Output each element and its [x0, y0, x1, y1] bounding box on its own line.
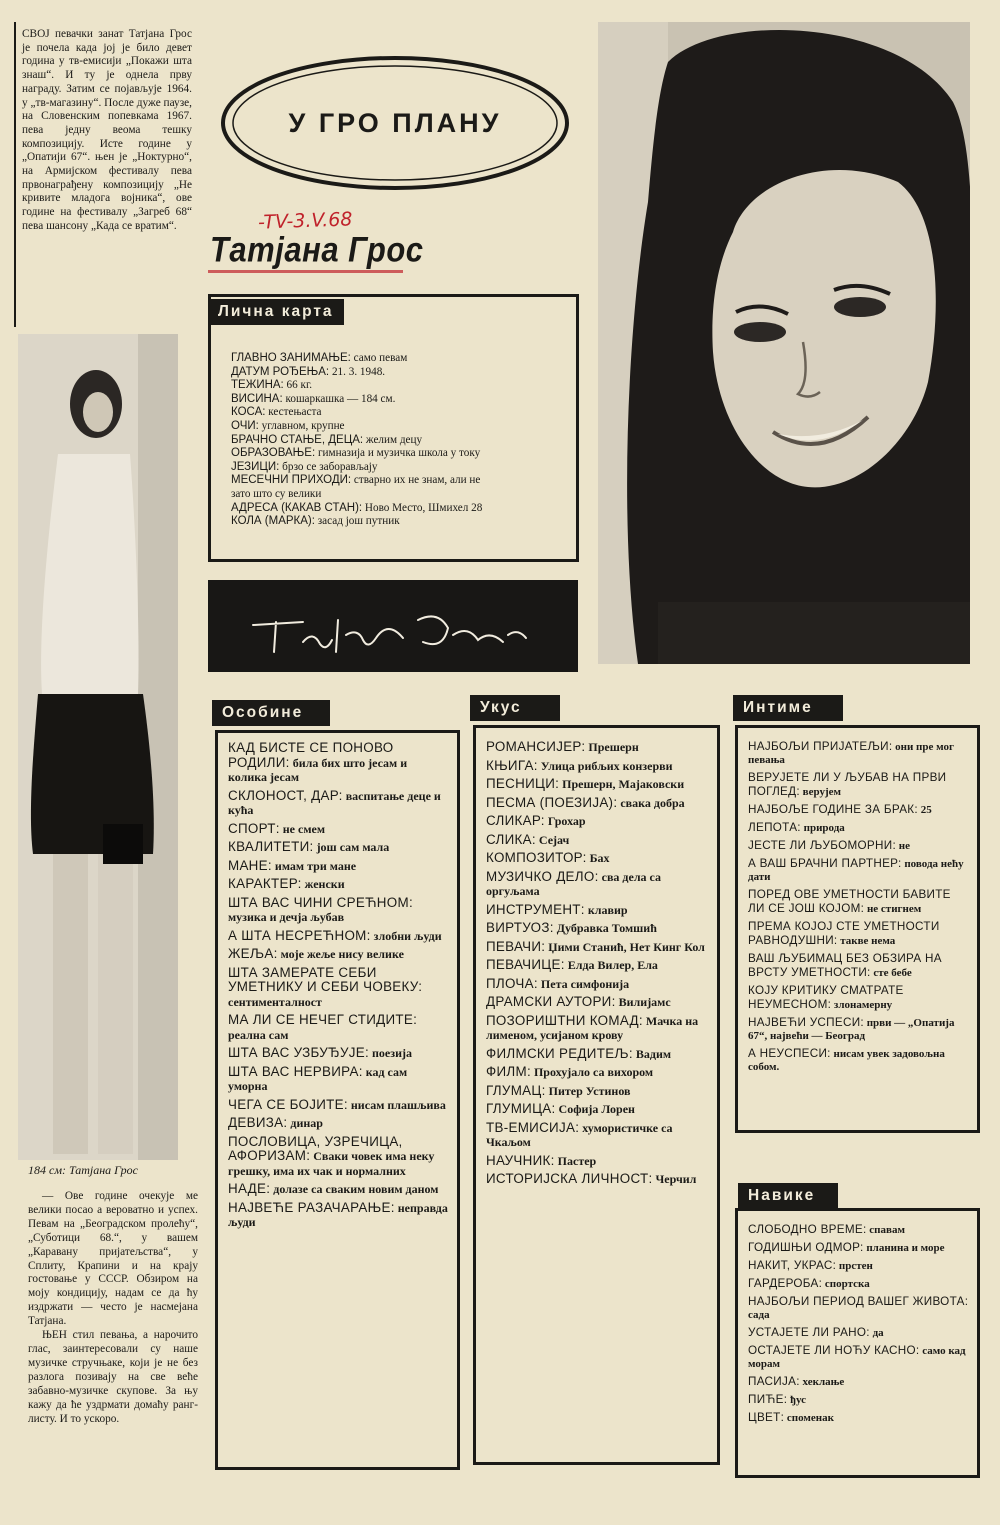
trait-item-value: Сваки човек има неку грешку, има их чак и нормалних [228, 1149, 435, 1178]
id-card-row [231, 420, 566, 434]
intimate-item-key: ПРЕМА КОЈОЈ СТЕ УМЕТНОСТИ РАВНОДУШНИ: [748, 920, 940, 947]
id-card-value: желим децу [365, 433, 423, 446]
trait-item-value: имам три мане [274, 858, 357, 873]
intimate-item-key: КОЈУ КРИТИКУ СМАТРАТЕ НЕУМЕСНОМ: [748, 984, 904, 1011]
habit-item [748, 1259, 969, 1273]
intimate-item-key: А ВАШ БРАЧНИ ПАРТНЕР: [748, 857, 902, 870]
intimate-item [748, 1047, 969, 1074]
trait-item [228, 1098, 449, 1113]
traits-heading: Особине [212, 700, 330, 726]
id-card-row [231, 502, 566, 516]
id-card-value: кошаркашка — 184 см. [285, 392, 396, 405]
habit-item-key: НАКИТ, УКРАС: [748, 1259, 837, 1272]
trait-item [228, 859, 449, 874]
id-card-value: стварно их не знам, али не [353, 474, 481, 487]
habit-item-key: ПАСИЈА: [748, 1375, 800, 1388]
trait-item [228, 1116, 449, 1131]
trait-item-key: ПОСЛОВИЦА, УЗРЕЧИЦА, АФОРИЗАМ: [228, 1133, 403, 1163]
id-card-row [231, 393, 566, 407]
taste-item [486, 1154, 709, 1169]
id-card-row [231, 434, 566, 448]
id-card-row [231, 379, 566, 393]
intimate-item [748, 821, 969, 835]
intimate-item-key: ВАШ ЉУБИМАЦ БЕЗ ОБЗИРА НА ВРСТУ УМЕТНОСТИ: [748, 952, 942, 979]
taste-item [486, 903, 709, 918]
intimate-item-key: ЈЕСТЕ ЛИ ЉУБОМОРНИ: [748, 839, 897, 852]
id-card-key: ТЕЖИНА: [231, 379, 284, 392]
habit-item-key: УСТАЈЕТЕ ЛИ РАНО: [748, 1326, 870, 1339]
habit-item-key: ЦВЕТ: [748, 1411, 785, 1424]
id-card-box [208, 294, 579, 562]
intimate-item [748, 888, 969, 916]
intimate-item-value: не [898, 840, 910, 852]
id-card-row [231, 474, 566, 488]
taste-item-value: сва дела са оргуљама [486, 869, 662, 898]
intimate-item-value: верујем [802, 786, 841, 798]
intimate-item-key: НАЈБОЉЕ ГОДИНЕ ЗА БРАК: [748, 803, 918, 816]
habit-item [748, 1393, 969, 1407]
trait-item-key: ШТА ВАС ЧИНИ СРЕЋНОМ: [228, 894, 413, 910]
id-card-row [231, 488, 566, 502]
traits-box [215, 730, 460, 1470]
habit-item-key: СЛОБОДНО ВРЕМЕ: [748, 1223, 867, 1236]
trait-item [228, 1201, 449, 1230]
trait-item-key: МА ЛИ СЕ НЕЧЕГ СТИДИТЕ: [228, 1012, 418, 1027]
trait-item-key: КВАЛИТЕТИ: [228, 839, 314, 854]
trait-item-key: ЧЕГА СЕ БОЈИТЕ: [228, 1096, 348, 1112]
intimate-item-value: не стигнем [866, 903, 922, 915]
intimate-item [748, 803, 969, 817]
habit-item-key: ГОДИШЊИ ОДМОР: [748, 1241, 864, 1254]
id-card-key: КОСА: [231, 406, 266, 419]
taste-item [486, 940, 709, 955]
id-card-value: Ново Место, Шмихел 28 [364, 501, 483, 514]
intimate-item [748, 839, 969, 853]
taste-item-key: ВИРТУОЗ: [486, 920, 554, 935]
trait-item [228, 1182, 449, 1197]
photo-caption: 184 см: Татјана Грос [28, 1163, 138, 1177]
taste-box [473, 725, 720, 1465]
habit-item-key: НАЈБОЉИ ПЕРИОД ВАШЕГ ЖИВОТА: [748, 1295, 969, 1308]
trait-item-value: васпитање деце и кућа [228, 788, 441, 817]
trait-item-value: реална сам [228, 1027, 289, 1042]
trait-item-value: долазе са сваким новим даном [273, 1182, 439, 1196]
trait-item-value: сентименталност [228, 994, 322, 1009]
taste-item-value: Пастер [557, 1153, 597, 1168]
bottom-paragraph: ЊЕН стил певања, а нарочито глас, заинтересовали су наше музичке стручњаке, који је не без разлога позивају на све веће забавно-музичке скупове. За њу кажу да ће уздрмати домаћу ранг-листу. И то ускоро. [28, 1329, 198, 1425]
taste-item-key: ПЛОЧА: [486, 975, 538, 991]
id-card-value: углавном, крупне [261, 419, 345, 432]
taste-item-value: Софија Лорен [558, 1102, 635, 1116]
section-title: У ГРО ПЛАНУ [288, 107, 502, 138]
taste-item-key: МУЗИЧКО ДЕЛО: [486, 868, 599, 884]
taste-item-value: Сејач [538, 832, 570, 847]
portrait-photo [598, 22, 970, 664]
taste-item-key: ФИЛМСКИ РЕДИТЕЉ: [486, 1045, 633, 1061]
id-card-row [231, 406, 566, 420]
id-card-value: 21. 3. 1948. [331, 365, 386, 378]
habits-heading: Навике [738, 1183, 838, 1209]
id-card-value: кестењаста [268, 406, 322, 419]
habit-item-value: спавам [869, 1224, 905, 1236]
intimate-item [748, 920, 969, 948]
taste-item-value: хумористичке са Чкаљом [486, 1120, 673, 1149]
trait-item-key: А ШТА НЕСРЕЋНОМ: [228, 927, 371, 943]
intimate-item-key: А НЕУСПЕСИ: [748, 1047, 831, 1060]
taste-item-value: Питер Устинов [548, 1083, 631, 1098]
trait-item-key: ДЕВИЗА: [228, 1115, 288, 1130]
intimate-list [748, 740, 969, 1078]
signature-panel [208, 580, 578, 672]
taste-item [486, 1014, 709, 1043]
intimate-item-value: такве нема [840, 935, 896, 947]
intimate-item [748, 740, 969, 767]
taste-item [486, 1084, 709, 1099]
taste-item-value: Прешерн, Мајаковски [562, 777, 685, 791]
id-card-key: ОБРАЗОВАЊЕ: [231, 447, 316, 460]
habit-item-value: споменак [786, 1412, 834, 1424]
taste-item-key: КЊИГА: [486, 757, 538, 773]
id-card-value: зато што су велики [231, 487, 322, 500]
id-card-row [231, 461, 566, 475]
traits-list [228, 741, 449, 1234]
habit-item [748, 1375, 969, 1389]
trait-item-key: КАД БИСТЕ СЕ ПОНОВО РОДИЛИ: [228, 740, 394, 770]
taste-item-key: ФИЛМ: [486, 1064, 531, 1079]
intimate-item-value: 25 [920, 804, 932, 816]
habit-item-value: сада [748, 1309, 770, 1321]
id-card-list [231, 352, 566, 529]
taste-item-key: НАУЧНИК: [486, 1152, 555, 1168]
taste-item [486, 777, 709, 792]
habit-item [748, 1326, 969, 1340]
trait-item-value: неправда људи [228, 1200, 448, 1229]
trait-item-value: кад сам уморна [228, 1064, 408, 1093]
intimate-box [735, 725, 980, 1133]
trait-item [228, 840, 449, 855]
trait-item-value: женски [304, 877, 345, 891]
trait-item [228, 789, 449, 818]
habit-item-value: хеклање [802, 1376, 845, 1388]
id-card-heading: Лична карта [208, 299, 344, 325]
taste-item [486, 870, 709, 899]
portrait-image [598, 22, 970, 664]
id-card-value: само певам [353, 352, 408, 364]
taste-item-value: Пета симфонија [540, 976, 630, 991]
intimate-item-value: нисам увек задовољна собом. [748, 1048, 945, 1073]
taste-item [486, 921, 709, 936]
trait-item-key: ШТА ВАС УЗБУЂУЈЕ: [228, 1045, 369, 1060]
taste-item-key: ПЕСНИЦИ: [486, 776, 560, 791]
id-card-key: МЕСЕЧНИ ПРИХОДИ: [231, 474, 352, 487]
taste-item [486, 814, 709, 829]
taste-item-value: Улица рибљих конзерви [540, 758, 673, 773]
taste-item-key: КОМПОЗИТОР: [486, 850, 587, 865]
trait-item-value: још сам мала [316, 840, 390, 854]
trait-item-key: СКЛОНОСТ, ДАР: [228, 787, 343, 803]
intro-article [22, 28, 192, 234]
taste-item-value: Вадим [635, 1046, 672, 1061]
taste-item-key: ПЕСМА (ПОЕЗИЈА): [486, 794, 618, 810]
taste-item-key: ПОЗОРИШТНИ КОМАД: [486, 1012, 643, 1028]
intimate-item-key: ПОРЕД ОВЕ УМЕТНОСТИ БАВИТЕ ЛИ СЕ ЈОШ КОЈОМ: [748, 888, 951, 915]
habit-item [748, 1344, 969, 1371]
trait-item-value: моје жеље нису велике [280, 947, 404, 961]
intro-rule [14, 22, 16, 327]
intimate-item [748, 984, 969, 1012]
intimate-item-key: ВЕРУЈЕТЕ ЛИ У ЉУБАВ НА ПРВИ ПОГЛЕД: [748, 771, 947, 798]
taste-item-value: Прохујало са вихором [533, 1065, 654, 1079]
taste-item [486, 740, 709, 755]
intimate-item [748, 1016, 969, 1043]
intimate-item-key: НАЈБОЉИ ПРИЈАТЕЉИ: [748, 740, 893, 753]
name-underline [208, 270, 403, 273]
trait-item-value: нисам плашљива [350, 1097, 446, 1112]
id-card-key: ГЛАВНО ЗАНИМАЊЕ: [231, 352, 351, 364]
habit-item [748, 1223, 969, 1237]
taste-item-value: свака добра [620, 795, 685, 810]
taste-item [486, 851, 709, 866]
trait-item [228, 741, 449, 785]
taste-item [486, 796, 709, 811]
intimate-item-value: злонамерну [833, 999, 893, 1011]
taste-item-key: СЛИКАР: [486, 813, 545, 828]
taste-item-key: ТВ-ЕМИСИЈА: [486, 1119, 580, 1135]
id-card-key: ЈЕЗИЦИ: [231, 460, 280, 473]
trait-item-key: НАЈВЕЋЕ РАЗАЧАРАЊЕ: [228, 1199, 395, 1215]
taste-item-key: ДРАМСКИ АУТОРИ: [486, 994, 616, 1009]
intimate-item-key: НАЈВЕЋИ УСПЕСИ: [748, 1016, 864, 1029]
taste-item [486, 1047, 709, 1062]
taste-item-key: ПЕВАЧИЦЕ: [486, 957, 565, 972]
taste-item-value: Грохар [547, 814, 586, 828]
taste-item [486, 977, 709, 992]
trait-item-value: била бих што јесам и колика јесам [228, 755, 408, 784]
trait-item-key: ШТА ЗАМЕРАТЕ СЕБИ УМЕТНИКУ И СЕБИ ЧОВЕКУ: [228, 964, 423, 994]
habit-item-value: планина и море [866, 1242, 945, 1254]
taste-item-key: ГЛУМАЦ: [486, 1082, 546, 1098]
trait-item-value: музика и дечја љубав [228, 910, 345, 924]
taste-item-value: Елда Вилер, Ела [567, 958, 658, 972]
trait-item [228, 1135, 449, 1179]
habit-item-value: да [872, 1327, 884, 1339]
intro-text: СВОЈ певачки занат Татјана Грос је почела када јој је било девет година у тв-емисији „Покажи шта знаш“. И ту је однела прву награду. Затим се појављује 1964. у „тв-магазину“. После дуже паузе, на Словенским попевкама 1967. пева једну веома тешку композицију. Исте године у „Опатији 67“. њен је „Ноктурно“, на Армијском фестивалу пева првонаграђену композицију „Не кривите младога војника“, ове године на фестивалу „Загреб 68“ пева шансону „Када се вратим“. [22, 28, 192, 232]
intimate-item-value: повода нећу дати [748, 858, 964, 883]
id-card-key: АДРЕСА (КАКАВ СТАН): [231, 501, 363, 514]
taste-item [486, 833, 709, 848]
taste-item-key: ИНСТРУМЕНТ: [486, 901, 585, 917]
taste-item [486, 995, 709, 1010]
trait-item-key: МАНЕ: [228, 857, 272, 873]
intimate-item-key: ЛЕПОТА: [748, 821, 801, 834]
habit-item-key: ГАРДЕРОБА: [748, 1277, 823, 1290]
trait-item-key: КАРАКТЕР: [228, 876, 302, 891]
taste-item [486, 1065, 709, 1080]
intimate-item [748, 771, 969, 799]
taste-item-key: СЛИКА: [486, 831, 536, 847]
signature-image [208, 580, 578, 672]
intimate-item [748, 952, 969, 980]
intimate-item-value: први — „Опатија 67“, највећи — Београд [748, 1017, 955, 1042]
taste-item [486, 1172, 709, 1187]
id-card-key: ДАТУМ РОЂЕЊА: [231, 365, 330, 378]
trait-item [228, 929, 449, 944]
id-card-key: КОЛА (МАРКА): [231, 515, 315, 528]
taste-item-key: ПЕВАЧИ: [486, 938, 546, 954]
trait-item-value: злобни људи [373, 928, 442, 943]
trait-item [228, 877, 449, 892]
trait-item-value: динар [290, 1116, 323, 1130]
habit-item [748, 1411, 969, 1425]
taste-item-key: РОМАНСИЈЕР: [486, 739, 586, 754]
taste-list [486, 740, 709, 1191]
id-card-value: гимназија и музичка школа у току [317, 447, 481, 460]
taste-item-value: Прешерн [588, 740, 639, 754]
habit-item-key: ПИЋЕ: [748, 1393, 788, 1406]
trait-item-key: ШТА ВАС НЕРВИРА: [228, 1063, 363, 1079]
trait-item-key: ЖЕЉА: [228, 946, 278, 961]
trait-item-key: СПОРТ: [228, 820, 280, 836]
taste-item-value: Дубравка Томшић [556, 921, 657, 935]
taste-heading: Укус [470, 695, 560, 721]
full-length-image [18, 334, 178, 1160]
taste-item-value: Мачка на лименом, усијаном крову [486, 1013, 699, 1042]
taste-item [486, 759, 709, 774]
taste-item [486, 958, 709, 973]
taste-item-value: Џими Станић, Нет Кинг Кол [548, 939, 705, 954]
trait-item-value: не смем [282, 821, 325, 836]
trait-item [228, 966, 449, 1010]
id-card-row [231, 366, 566, 380]
handwritten-date: -TV-3.V.68 [257, 208, 353, 234]
habit-item-value: спортска [824, 1278, 870, 1290]
habit-item [748, 1295, 969, 1322]
taste-item-value: Бах [589, 851, 610, 865]
trait-item-value: поезија [372, 1046, 412, 1060]
taste-item [486, 1102, 709, 1117]
id-card-value: брзо се заборављају [282, 460, 378, 473]
taste-item-value: Вилијамс [618, 995, 671, 1009]
intimate-heading: Интиме [733, 695, 843, 721]
taste-item-key: ИСТОРИЈСКА ЛИЧНОСТ: [486, 1171, 653, 1186]
id-card-key: ОЧИ: [231, 419, 259, 432]
bottom-paragraph: — Ове године очекује ме велики посао а вероватно и успех. Певам на „Београдском пролећу“, „Суботици 68.“, у вашем „Каравану пријатељства“, у Сплиту, Крапини и на крају гостовање у СССР. Обзиром на моју кондицију, надам се да ћу издржати — често је насмејана Татјана. [28, 1190, 198, 1328]
intimate-item-value: природа [803, 822, 845, 834]
habits-box [735, 1208, 980, 1478]
bottom-article [28, 1190, 198, 1426]
intimate-item-value: сте бебе [873, 967, 912, 979]
trait-item [228, 1046, 449, 1061]
habits-list [748, 1223, 969, 1429]
id-card-key: ВИСИНА: [231, 392, 283, 405]
habit-item [748, 1277, 969, 1291]
id-card-key: БРАЧНО СТАЊЕ, ДЕЦА: [231, 433, 364, 446]
habit-item-key: ОСТАЈЕТЕ ЛИ НОЋУ КАСНО: [748, 1344, 920, 1357]
trait-item [228, 822, 449, 837]
taste-item-value: клавир [587, 902, 628, 917]
taste-item [486, 1121, 709, 1150]
taste-item-key: ГЛУМИЦА: [486, 1101, 556, 1116]
habit-item-value: прстен [838, 1260, 873, 1272]
trait-item [228, 1065, 449, 1094]
habit-item-value: само кад морам [748, 1345, 966, 1370]
full-length-photo [18, 334, 178, 1160]
trait-item [228, 947, 449, 962]
person-name: Татјана Грос [210, 229, 424, 270]
id-card-value: 66 кг. [286, 379, 313, 392]
trait-item-key: НАДЕ: [228, 1181, 271, 1196]
section-logo [215, 48, 575, 198]
habit-item-value: ђус [790, 1394, 807, 1406]
intimate-item-value: они пре мог певања [748, 741, 954, 766]
taste-item-value: Черчил [655, 1172, 697, 1186]
trait-item [228, 896, 449, 925]
id-card-row [231, 352, 566, 366]
habit-item [748, 1241, 969, 1255]
trait-item [228, 1013, 449, 1042]
intimate-item [748, 857, 969, 884]
id-card-row [231, 515, 566, 529]
id-card-value: засад још путник [317, 515, 400, 528]
id-card-row [231, 447, 566, 461]
